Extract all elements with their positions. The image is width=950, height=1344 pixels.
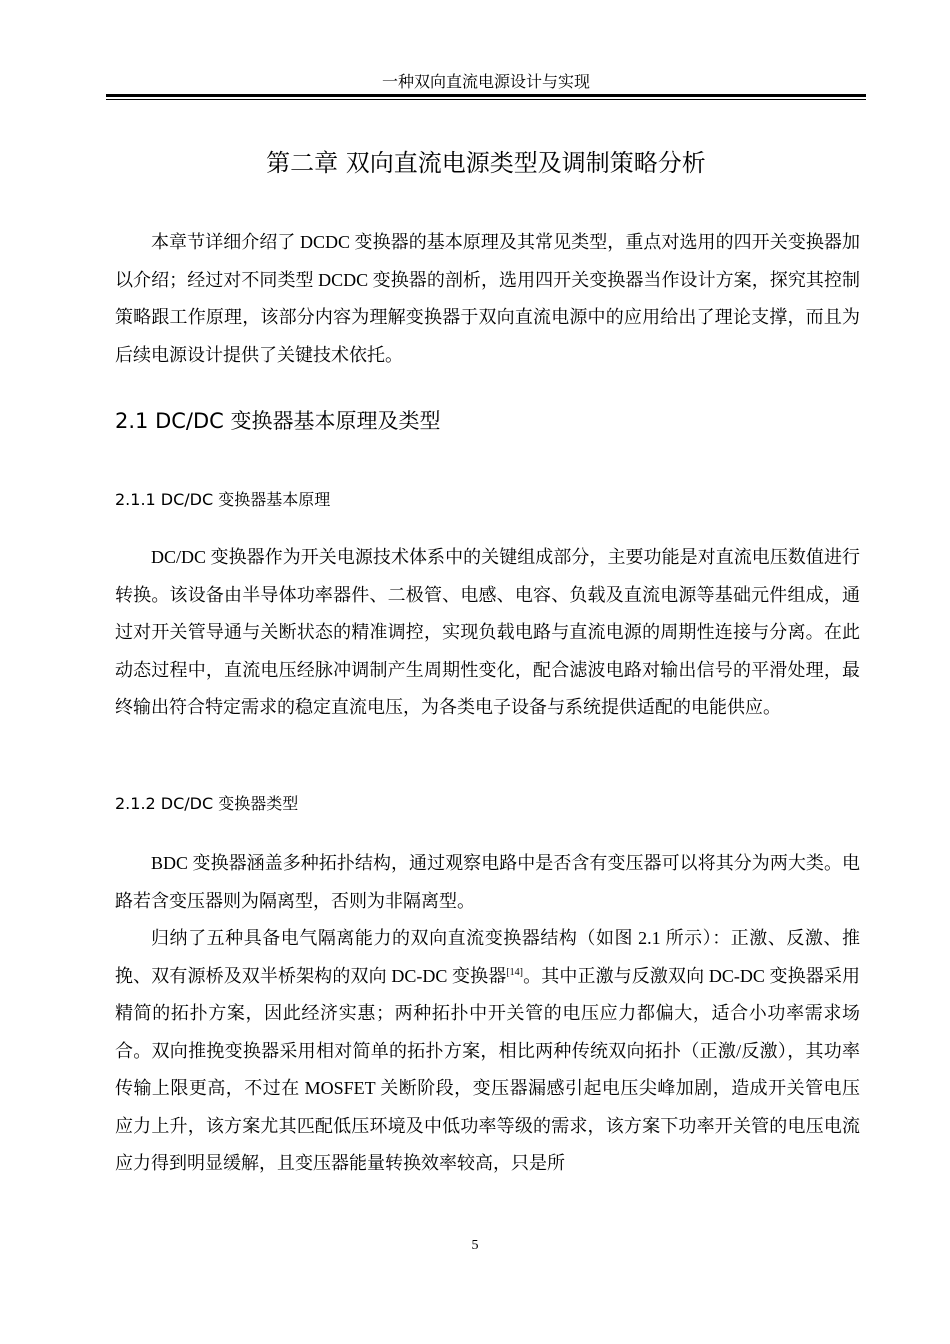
section-2-1-1-block xyxy=(115,539,860,727)
running-header: 一种双向直流电源设计与实现 xyxy=(381,74,590,91)
header-rule-thick xyxy=(106,94,866,97)
intro-paragraph: 本章节详细介绍了 DCDC 变换器的基本原理及其常见类型，重点对选用的四开关变换器加以介绍；经过对不同类型 DCDC 变换器的剖析，选用四开关变换器当作设计方案，探究其控制策略跟工作原理，该部分内容为理解变换器于双向直流电源中的应用给出了理论支撑，而且为后续电源设计提供了关键技术依托。 xyxy=(115,232,860,365)
paragraph-2-text-a: 归纳了五种具备电气隔离能力的双向直流变换器结构（如图 2.1 所示）：正激、反激、推挽、双有源桥及双半桥架构的双向 DC-DC 变换器 xyxy=(115,928,860,986)
section-2-1-2-paragraph-2 xyxy=(115,920,860,1183)
section-2-1-2-paragraph-1: BDC 变换器涵盖多种拓扑结构，通过观察电路中是否含有变压器可以将其分为两大类。电路若含变压器则为隔离型，否则为非隔离型。 xyxy=(115,853,860,911)
citation-14: [14] xyxy=(506,966,523,978)
header-rule-thin xyxy=(106,99,866,100)
section-2-1-heading: 2.1 DC/DC 变换器基本原理及类型 xyxy=(115,409,441,433)
section-2-1-1-paragraph: DC/DC 变换器作为开关电源技术体系中的关键组成部分，主要功能是对直流电压数值进行转换。该设备由半导体功率器件、二极管、电感、电容、负载及直流电源等基础元件组成，通过对开关管导通与关断状态的精准调控，实现负载电路与直流电源的周期性连接与分离。在此动态过程中，直流电压经脉冲调制产生周期性变化，配合滤波电路对输出信号的平滑处理，最终输出符合特定需求的稳定直流电压，为各类电子设备与系统提供适配的电能供应。 xyxy=(115,547,860,717)
chapter-title: 第二章 双向直流电源类型及调制策略分析 xyxy=(266,149,706,177)
page-number: 5 xyxy=(471,1238,479,1253)
section-2-1-2-heading: 2.1.2 DC/DC 变换器类型 xyxy=(115,794,299,813)
intro-block xyxy=(115,224,860,374)
section-2-1-1-heading: 2.1.1 DC/DC 变换器基本原理 xyxy=(115,490,331,509)
section-2-1-2-block xyxy=(115,845,860,1183)
paragraph-2-text-b: 。其中正激与反激双向 DC-DC 变换器采用精简的拓扑方案，因此经济实惠；两种拓扑中开关管的电压应力都偏大，适合小功率需求场合。双向推挽变换器采用相对简单的拓扑方案，相比两种传统双向拓扑（正激/反激），其功率传输上限更高，不过在 MOSFET 关断阶段，变压器漏感引起电压尖峰加剧，造成开关管电压应力上升，该方案尤其匹配低压环境及中低功率等级的需求，该方案下功率开关管的电压电流应力得到明显缓解，且变压器能量转换效率较高，只是所 xyxy=(115,965,860,1173)
